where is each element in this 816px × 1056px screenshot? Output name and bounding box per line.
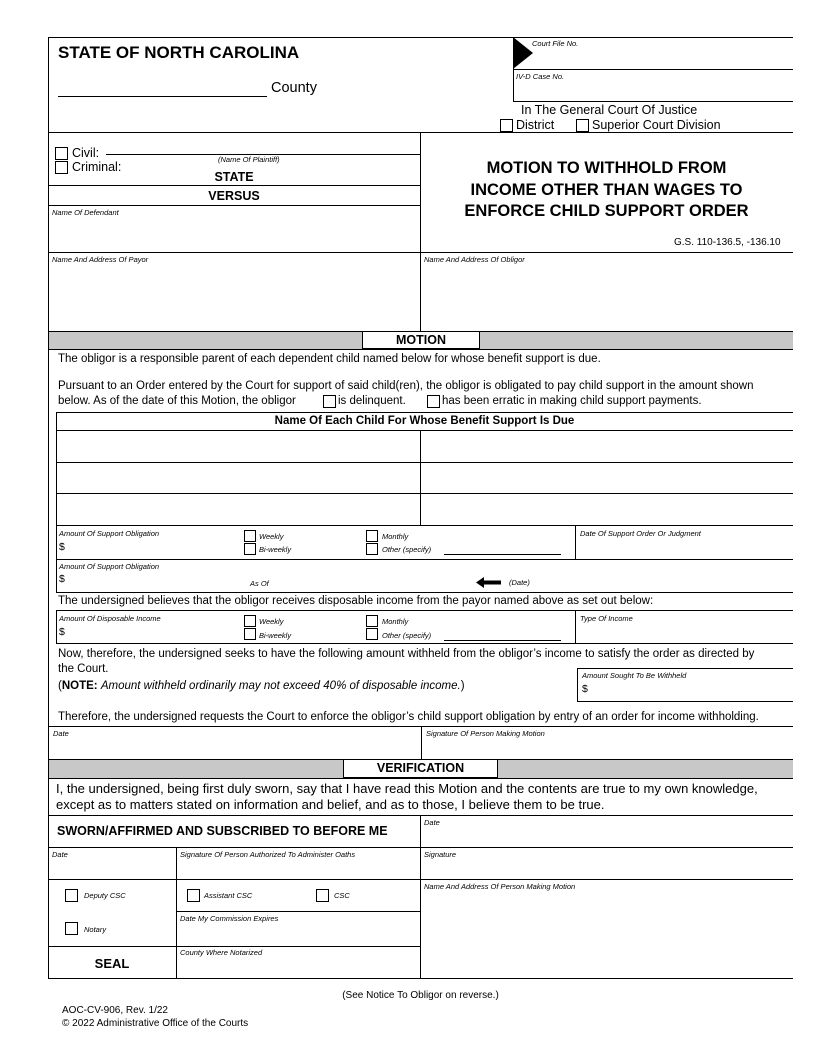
other-checkbox-2[interactable] — [366, 628, 378, 640]
court-file-label: Court File No. — [532, 39, 579, 48]
weekly-checkbox-2[interactable] — [244, 615, 256, 627]
motion-date-label: Date — [53, 729, 69, 738]
support-amount-label: Amount Of Support Obligation — [59, 529, 160, 538]
name-addr-field[interactable] — [422, 892, 792, 976]
superior-checkbox[interactable] — [576, 119, 589, 132]
seal-label: SEAL — [94, 956, 130, 971]
csc-label: CSC — [334, 891, 350, 900]
note-bold: NOTE: — [61, 680, 98, 692]
name-addr-label: Name And Address Of Person Making Motion — [424, 882, 576, 891]
ivd-label: IV-D Case No. — [516, 72, 565, 81]
state-title: STATE OF NORTH CAROLINA — [58, 43, 300, 62]
verification-heading: VERIFICATION — [343, 759, 498, 778]
weekly-label-2: Weekly — [259, 617, 284, 626]
district-checkbox[interactable] — [500, 119, 513, 132]
motion-signature-field[interactable] — [423, 739, 792, 758]
now-text-1: Now, therefore, the undersigned seeks to have the following amount withheld from the obligor’s income to satisfy the order as directed by — [58, 648, 755, 660]
motion-p2a: Pursuant to an Order entered by the Court for support of said child(ren), the obligor is obligated to pay child support in the amount shown — [58, 380, 754, 392]
support-amount-label-2: Amount Of Support Obligation — [59, 562, 160, 571]
county-notarized-label: County Where Notarized — [180, 948, 263, 957]
weekly-checkbox[interactable] — [244, 530, 256, 542]
biweekly-label: Bi-weekly — [259, 545, 292, 554]
note — [58, 680, 465, 692]
csc-checkbox[interactable] — [316, 889, 329, 902]
monthly-label-2: Monthly — [382, 617, 409, 626]
verif-date-label: Date — [424, 818, 440, 827]
form-number: AOC-CV-906, Rev. 1/22 — [62, 1005, 168, 1016]
type-income-label: Type Of Income — [580, 614, 633, 623]
court-file-field[interactable] — [513, 69, 793, 70]
therefore-text: Therefore, the undersigned requests the Court to enforce the obligor’s child support obligation by entry of an order for income withholding. — [58, 711, 759, 723]
disposable-dollar: $ — [59, 626, 65, 638]
child-name-field[interactable] — [58, 495, 418, 523]
support-dollar: $ — [59, 541, 65, 553]
date-order-label: Date Of Support Order Or Judgment — [580, 529, 701, 538]
other-specify-field-2[interactable] — [444, 640, 561, 641]
assistant-csc-checkbox[interactable] — [187, 889, 200, 902]
ivd-field[interactable] — [513, 101, 793, 102]
plaintiff-label: (Name Of Plaintiff) — [218, 155, 280, 164]
child-name-field[interactable] — [58, 432, 418, 460]
now-text-2: the Court. — [58, 663, 109, 675]
superior-label: Superior Court Division — [592, 118, 721, 132]
biweekly-checkbox-2[interactable] — [244, 628, 256, 640]
children-header: Name Of Each Child For Whose Benefit Support Is Due — [274, 415, 575, 427]
weekly-label: Weekly — [259, 532, 284, 541]
notice-text: (See Notice To Obligor on reverse.) — [342, 990, 499, 1001]
plaintiff-name: STATE — [214, 170, 254, 184]
monthly-label: Monthly — [382, 532, 409, 541]
notary-label: Notary — [84, 925, 107, 934]
payor-label: Name And Address Of Payor — [52, 255, 149, 264]
monthly-checkbox-2[interactable] — [366, 615, 378, 627]
verif-signature-label: Signature — [424, 850, 457, 859]
title-line-2: INCOME OTHER THAN WAGES TO — [470, 180, 743, 199]
delinquent-checkbox[interactable] — [323, 395, 336, 408]
copyright: © 2022 Administrative Office of the Courts — [62, 1018, 249, 1029]
child-name-field[interactable] — [422, 495, 792, 523]
motion-date-field[interactable] — [50, 739, 418, 758]
arrow-left-icon — [476, 577, 502, 588]
verification-p1: I, the undersigned, being first duly sworn, say that I have read this Motion and the contents are true to my own knowledge, — [56, 781, 758, 796]
amount-sought-dollar: $ — [582, 683, 588, 695]
erratic-checkbox[interactable] — [427, 395, 440, 408]
civil-checkbox[interactable] — [55, 147, 68, 160]
delinquent-label: is delinquent. — [338, 395, 406, 407]
title-line-1: MOTION TO WITHHOLD FROM — [486, 159, 727, 177]
other-checkbox[interactable] — [366, 543, 378, 555]
county-line[interactable] — [58, 96, 267, 97]
monthly-checkbox[interactable] — [366, 530, 378, 542]
deputy-csc-label: Deputy CSC — [84, 891, 126, 900]
title-line-3: ENFORCE CHILD SUPPORT ORDER — [464, 202, 749, 220]
motion-heading: MOTION — [362, 331, 480, 349]
obligor-field[interactable] — [422, 265, 792, 329]
as-of-label: As Of — [250, 579, 269, 588]
other-specify-field[interactable] — [444, 554, 561, 555]
disposable-label: Amount Of Disposable Income — [59, 614, 161, 623]
county-label: County — [271, 80, 317, 96]
motion-p2b: below. As of the date of this Motion, the obligor — [58, 395, 296, 407]
motion-signature-label: Signature Of Person Making Motion — [426, 729, 545, 738]
versus-label: VERSUS — [208, 189, 260, 203]
child-name-field[interactable] — [422, 432, 792, 460]
sworn-heading: SWORN/AFFIRMED AND SUBSCRIBED TO BEFORE ME — [57, 824, 388, 838]
verification-p2: except as to matters stated on information and belief, and as to those, I believe them to be true. — [56, 797, 605, 812]
believes-text: The undersigned believes that the obligor receives disposable income from the payor named above as set out below: — [58, 595, 654, 607]
date-paren-label: (Date) — [509, 578, 530, 587]
note-open: ( — [58, 680, 62, 692]
motion-p1: The obligor is a responsible parent of each dependent child named below for whose benefit support is due. — [58, 353, 601, 365]
biweekly-label-2: Bi-weekly — [259, 631, 292, 640]
oath-date-label: Date — [52, 850, 68, 859]
defendant-field[interactable] — [50, 218, 418, 251]
commission-label: Date My Commission Expires — [180, 914, 279, 923]
other-label-2: Other (specify) — [382, 631, 432, 640]
note-text: Amount withheld ordinarily may not exceed 40% of disposable income. — [100, 680, 461, 692]
erratic-label: has been erratic in making child support payments. — [442, 395, 702, 407]
defendant-label: Name Of Defendant — [52, 208, 119, 217]
district-label: District — [516, 118, 555, 132]
sig-auth-label: Signature Of Person Authorized To Administer Oaths — [180, 850, 356, 859]
verif-signature-field[interactable] — [422, 860, 792, 878]
verif-date-field[interactable] — [422, 828, 792, 846]
assistant-csc-label: Assistant CSC — [204, 891, 253, 900]
child-name-field[interactable] — [422, 464, 792, 492]
support-dollar-2: $ — [59, 573, 65, 585]
child-name-field[interactable] — [58, 464, 418, 492]
deputy-csc-checkbox[interactable] — [65, 889, 78, 902]
criminal-label: Criminal: — [72, 160, 122, 174]
form-title — [420, 158, 793, 223]
civil-label: Civil: — [72, 146, 100, 160]
amount-sought-label: Amount Sought To Be Withheld — [582, 671, 687, 680]
statute: G.S. 110-136.5, -136.10 — [674, 237, 781, 248]
payor-field[interactable] — [50, 265, 418, 329]
other-label: Other (specify) — [382, 545, 432, 554]
court-name: In The General Court Of Justice — [521, 103, 698, 117]
biweekly-checkbox[interactable] — [244, 543, 256, 555]
obligor-label: Name And Address Of Obligor — [424, 255, 525, 264]
note-close: ) — [460, 680, 465, 692]
notary-checkbox[interactable] — [65, 922, 78, 935]
